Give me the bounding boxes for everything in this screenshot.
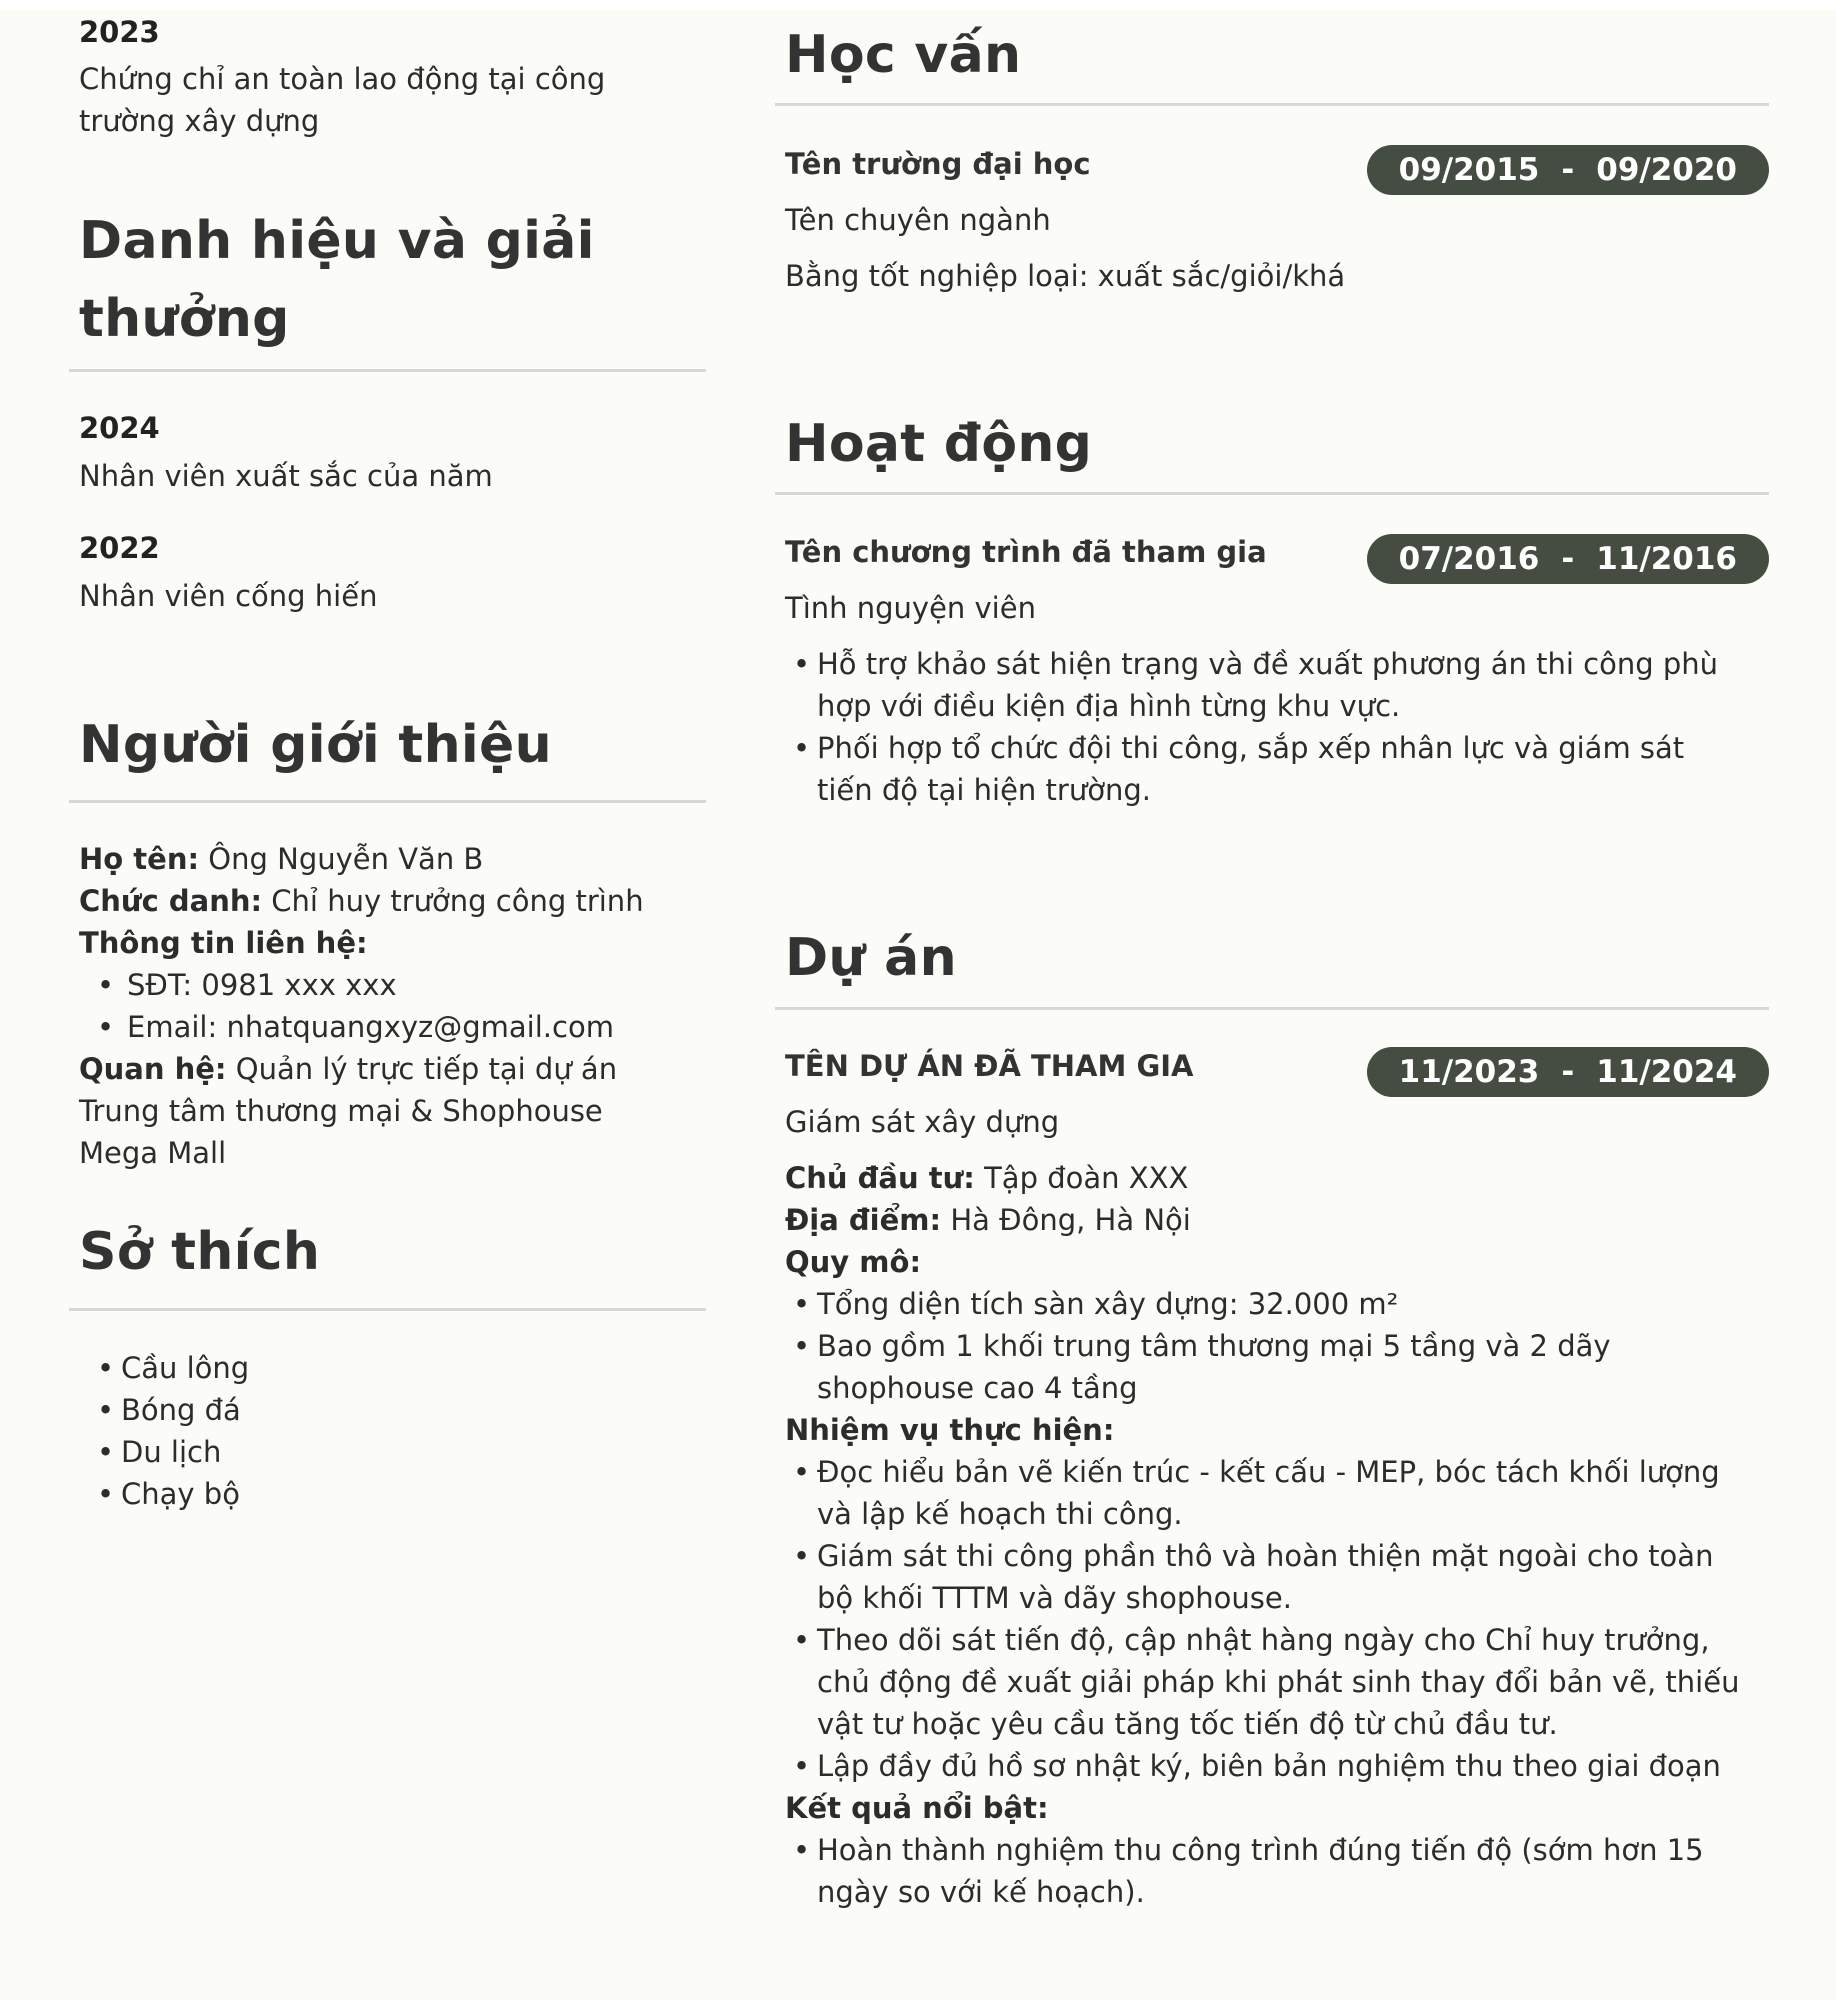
award-entry bbox=[69, 528, 377, 617]
hobby-item: • Chạy bộ bbox=[79, 1473, 679, 1515]
referee-name: Ông Nguyễn Văn B bbox=[208, 842, 484, 876]
award-text: Nhân viên xuất sắc của năm bbox=[79, 459, 493, 493]
referee-position-label: Chức danh: bbox=[79, 884, 263, 918]
resume-page bbox=[0, 10, 1836, 2000]
education-section bbox=[775, 16, 1021, 94]
referee-divider bbox=[69, 800, 706, 803]
project-scale-list bbox=[775, 1283, 1769, 1409]
project-investor-line bbox=[775, 1157, 1769, 1199]
award-year: 2024 bbox=[79, 411, 160, 445]
date-to: 09/2020 bbox=[1596, 152, 1737, 188]
date-to: 11/2016 bbox=[1596, 541, 1737, 577]
activities-divider bbox=[775, 492, 1769, 495]
awards-section bbox=[69, 202, 706, 358]
projects-title: Dự án bbox=[785, 928, 957, 988]
awards-divider bbox=[69, 369, 706, 372]
activity-bullet: • Hỗ trợ khảo sát hiện trạng và đề xuất phương án thi công phù hợp với điều kiện địa hình từng khu vực. bbox=[775, 643, 1745, 727]
award-year: 2022 bbox=[79, 531, 160, 565]
activity-bullet: • Phối hợp tổ chức đội thi công, sắp xếp nhân lực và giám sát tiến độ tại hiện trường. bbox=[775, 727, 1745, 811]
hobby-item: • Cầu lông bbox=[79, 1347, 679, 1389]
project-date-badge bbox=[1367, 1047, 1769, 1097]
project-tasks-list bbox=[775, 1451, 1745, 1787]
date-from: 11/2023 bbox=[1398, 1054, 1540, 1090]
project-investor-label: Chủ đầu tư: bbox=[785, 1161, 975, 1195]
hobby-item: • Bóng đá bbox=[79, 1389, 679, 1431]
education-school: Tên trường đại học bbox=[785, 147, 1091, 181]
certificate-text: Chứng chỉ an toàn lao động tại công trường xây dựng bbox=[79, 62, 606, 138]
education-degree: Bằng tốt nghiệp loại: xuất sắc/giỏi/khá bbox=[785, 259, 1346, 293]
awards-title: Danh hiệu và giải thưởng bbox=[79, 211, 595, 349]
education-title: Học vấn bbox=[785, 25, 1022, 85]
scale-item: • Bao gồm 1 khối trung tâm thương mại 5 tầng và 2 dãy shophouse cao 4 tầng bbox=[775, 1325, 1769, 1409]
projects-divider bbox=[775, 1007, 1769, 1010]
project-investor: Tập đoàn XXX bbox=[984, 1161, 1189, 1195]
education-entry bbox=[775, 143, 1769, 303]
referee-name-line bbox=[79, 838, 689, 880]
referee-email: • Email: nhatquangxyz@gmail.com bbox=[79, 1006, 689, 1048]
date-from: 07/2016 bbox=[1398, 541, 1540, 577]
referee-contact-list bbox=[79, 964, 689, 1048]
task-item: • Đọc hiểu bản vẽ kiến trúc - kết cấu - MEP, bóc tách khối lượng và lập kế hoạch thi công. bbox=[775, 1451, 1745, 1535]
certificate-entry bbox=[69, 12, 709, 142]
certificate-year: 2023 bbox=[79, 15, 160, 49]
activities-section bbox=[775, 405, 1092, 483]
result-item: • Hoàn thành nghiệm thu công trình đúng tiến độ (sớm hơn 15 ngày so với kế hoạch). bbox=[775, 1829, 1769, 1913]
referee-position: Chỉ huy trưởng công trình bbox=[271, 884, 644, 918]
referee-relation-label: Quan hệ: bbox=[79, 1052, 227, 1086]
activities-entry bbox=[775, 531, 1769, 811]
activities-title: Hoạt động bbox=[785, 414, 1093, 474]
projects-section bbox=[775, 919, 957, 997]
hobbies-section bbox=[69, 1213, 320, 1291]
date-separator: - bbox=[1561, 152, 1575, 188]
referee-title: Người giới thiệu bbox=[79, 715, 552, 775]
activity-date-badge bbox=[1367, 534, 1769, 584]
date-from: 09/2015 bbox=[1398, 152, 1540, 188]
referee-name-label: Họ tên: bbox=[79, 842, 200, 876]
task-item: • Lập đầy đủ hồ sơ nhật ký, biên bản nghiệm thu theo giai đoạn bbox=[775, 1745, 1745, 1787]
activity-bullets bbox=[775, 643, 1745, 811]
hobby-item: • Du lịch bbox=[79, 1431, 679, 1473]
referee-contact-label: Thông tin liên hệ: bbox=[79, 926, 368, 960]
referee-relation: Quản lý trực tiếp tại dự án Trung tâm thương mại & Shophouse Mega Mall bbox=[79, 1052, 618, 1170]
education-date-badge bbox=[1367, 145, 1769, 195]
project-results-list bbox=[775, 1829, 1769, 1913]
date-separator: - bbox=[1561, 1054, 1575, 1090]
project-location-label: Địa điểm: bbox=[785, 1203, 942, 1237]
referee-details bbox=[69, 838, 689, 1174]
award-entry bbox=[69, 408, 493, 497]
referee-relation-line bbox=[79, 1048, 689, 1174]
project-location: Hà Đông, Hà Nội bbox=[950, 1203, 1191, 1237]
project-results-label: Kết quả nổi bật: bbox=[785, 1791, 1049, 1825]
project-entry bbox=[775, 1045, 1769, 1913]
date-to: 11/2024 bbox=[1596, 1054, 1737, 1090]
referee-section bbox=[69, 706, 552, 784]
activity-role: Tình nguyện viên bbox=[785, 591, 1036, 625]
project-scale-label: Quy mô: bbox=[785, 1245, 922, 1279]
date-separator: - bbox=[1561, 541, 1575, 577]
activity-program: Tên chương trình đã tham gia bbox=[785, 535, 1267, 569]
project-tasks-label: Nhiệm vụ thực hiện: bbox=[785, 1413, 1115, 1447]
project-name: TÊN DỰ ÁN ĐÃ THAM GIA bbox=[785, 1049, 1194, 1083]
project-location-line bbox=[775, 1199, 1769, 1241]
hobbies-title: Sở thích bbox=[79, 1222, 321, 1282]
hobbies-divider bbox=[69, 1308, 706, 1311]
task-item: • Theo dõi sát tiến độ, cập nhật hàng ngày cho Chỉ huy trưởng, chủ động đề xuất giải pháp khi phát sinh thay đổi bản vẽ, thiếu vật tư hoặc yêu cầu tăng tốc tiến độ từ chủ đầu tư. bbox=[775, 1619, 1745, 1745]
award-text: Nhân viên cống hiến bbox=[79, 579, 378, 613]
task-item: • Giám sát thi công phần thô và hoàn thiện mặt ngoài cho toàn bộ khối TTTM và dãy shophouse. bbox=[775, 1535, 1745, 1619]
project-role: Giám sát xây dựng bbox=[785, 1105, 1060, 1139]
referee-position-line bbox=[79, 880, 689, 922]
education-divider bbox=[775, 103, 1769, 106]
hobbies-list bbox=[79, 1347, 679, 1515]
scale-item: • Tổng diện tích sàn xây dựng: 32.000 m² bbox=[775, 1283, 1769, 1325]
referee-phone: • SĐT: 0981 xxx xxx bbox=[79, 964, 689, 1006]
education-major: Tên chuyên ngành bbox=[785, 203, 1051, 237]
